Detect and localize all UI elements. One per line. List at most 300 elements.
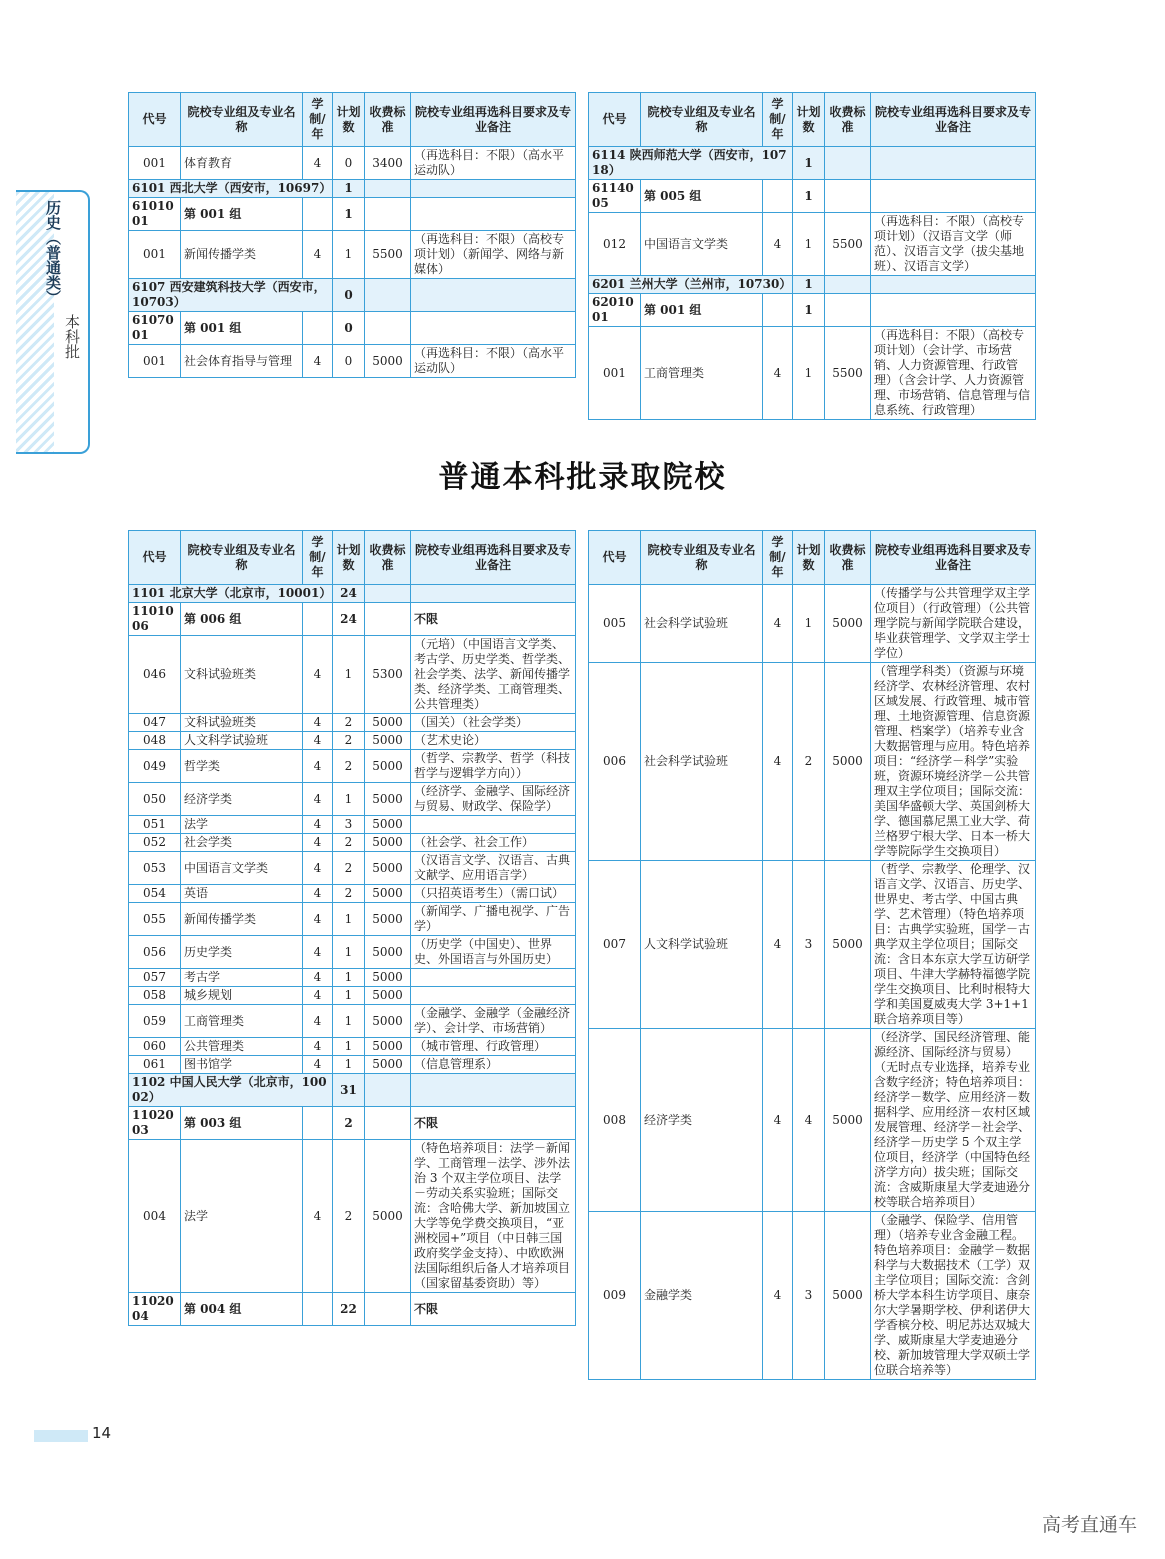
- major-code: 001: [129, 147, 181, 180]
- major-name: 社会学类: [181, 834, 303, 852]
- major-name: 公共管理类: [181, 1038, 303, 1056]
- group-name: 第 001 组: [181, 198, 303, 231]
- major-row: [129, 852, 576, 885]
- major-code: 056: [129, 936, 181, 969]
- fee-cell: [365, 1074, 411, 1107]
- major-name: 新闻传播学类: [181, 231, 303, 279]
- group-code: 1102003: [129, 1107, 181, 1140]
- header-code: 代号: [589, 93, 641, 147]
- major-note: （再选科目：不限）（高校专项计划）（新闻学、网络与新媒体）: [411, 231, 576, 279]
- fee-cell: [825, 294, 871, 327]
- major-code: 047: [129, 714, 181, 732]
- header-name: 院校专业组及专业名称: [181, 531, 303, 585]
- major-row: [129, 969, 576, 987]
- major-name: 人文科学试验班: [181, 732, 303, 750]
- header-note: 院校专业组再选科目要求及专业备注: [871, 531, 1036, 585]
- fee-cell: [365, 1107, 411, 1140]
- plan-count: 1: [333, 987, 365, 1005]
- plan-count: 0: [333, 345, 365, 378]
- major-name: 法学: [181, 1140, 303, 1293]
- header-code: 代号: [589, 531, 641, 585]
- major-note: （只招英语考生）（需口试）: [411, 885, 576, 903]
- note-cell: [411, 585, 576, 603]
- years-cell: 4: [303, 969, 333, 987]
- plan-count: 1: [333, 903, 365, 936]
- page-number-bar: [34, 1430, 88, 1442]
- major-row: [589, 861, 1036, 1029]
- major-note: （社会学、社会工作）: [411, 834, 576, 852]
- plan-count: 2: [333, 750, 365, 783]
- institution-row: [129, 585, 576, 603]
- institution-name: 6114 陕西师范大学（西安市，10718）: [589, 147, 793, 180]
- group-note: 不限: [411, 1293, 576, 1326]
- plan-count: 1: [333, 1005, 365, 1038]
- fee-cell: 3400: [365, 147, 411, 180]
- group-name: 第 004 组: [181, 1293, 303, 1326]
- major-code: 005: [589, 585, 641, 663]
- major-row: [129, 750, 576, 783]
- fee-cell: 5000: [365, 987, 411, 1005]
- fee-cell: [365, 603, 411, 636]
- major-row: [589, 585, 1036, 663]
- header-fee: 收费标准: [825, 93, 871, 147]
- major-row: [129, 783, 576, 816]
- fee-cell: [365, 312, 411, 345]
- major-name: 社会科学试验班: [641, 585, 763, 663]
- major-row: [129, 816, 576, 834]
- note-cell: [411, 1074, 576, 1107]
- years-cell: [303, 603, 333, 636]
- note-cell: [871, 147, 1036, 180]
- plan-count: 2: [793, 663, 825, 861]
- plan-count: 1: [333, 231, 365, 279]
- plan-count: 1: [333, 1038, 365, 1056]
- major-code: 046: [129, 636, 181, 714]
- major-note: （特色培养项目：法学－新闻学、工商管理－法学、涉外法治 3 个双主学位项目、法学－劳动关系实验班；国际交流：含哈佛大学、新加坡国立大学等免学费交换项目，“亚洲校园+”项目（中日韩三国政府奖学金支持）、中欧欧洲法国际组织后备人才培养项目（国家留基委资助）等）: [411, 1140, 576, 1293]
- fee-cell: [365, 180, 411, 198]
- admission-table-top-left: [128, 92, 576, 378]
- major-row: [129, 1140, 576, 1293]
- major-note: （信息管理系）: [411, 1056, 576, 1074]
- institution-row: [129, 180, 576, 198]
- fee-cell: 5000: [365, 936, 411, 969]
- plan-count: 24: [333, 603, 365, 636]
- plan-count: 2: [333, 732, 365, 750]
- header-note: 院校专业组再选科目要求及专业备注: [411, 93, 576, 147]
- years-cell: 4: [303, 714, 333, 732]
- major-code: 007: [589, 861, 641, 1029]
- major-note: （新闻学、广播电视学、广告学）: [411, 903, 576, 936]
- plan-count: 3: [793, 861, 825, 1029]
- plan-count: 1: [333, 1056, 365, 1074]
- major-code: 004: [129, 1140, 181, 1293]
- major-name: 工商管理类: [641, 327, 763, 420]
- years-cell: [303, 198, 333, 231]
- years-cell: [303, 1293, 333, 1326]
- major-note: （哲学、宗教学、哲学（科技哲学与逻辑学方向））: [411, 750, 576, 783]
- fee-cell: 5000: [825, 585, 871, 663]
- institution-name: 6201 兰州大学（兰州市，10730）: [589, 276, 793, 294]
- header-years: 学制/年: [303, 93, 333, 147]
- group-row: [129, 1107, 576, 1140]
- page-number: 14: [92, 1424, 112, 1442]
- fee-cell: 5000: [365, 885, 411, 903]
- header-years: 学制/年: [763, 531, 793, 585]
- header-plan: 计划数: [793, 531, 825, 585]
- fee-cell: [365, 279, 411, 312]
- major-name: 经济学类: [181, 783, 303, 816]
- institution-row: [589, 276, 1036, 294]
- plan-count: 1: [333, 636, 365, 714]
- major-row: [129, 987, 576, 1005]
- plan-count: 2: [333, 885, 365, 903]
- note-cell: [411, 279, 576, 312]
- major-note: （管理学科类）（资源与环境经济学、农林经济管理、农村区域发展、行政管理、城市管理、土地资源管理、信息资源管理、档案学）（培养专业含大数据管理与应用。特色培养项目：“经济学－科学”实验班，资源环境经济学－公共管理双主学位项目；国际交流：美国华盛顿大学、英国剑桥大学、德国慕尼黑工业大学、荷兰格罗宁根大学、日本一桥大学等院际学生交换项目）: [871, 663, 1036, 861]
- header-fee: 收费标准: [365, 93, 411, 147]
- fee-cell: 5000: [825, 1212, 871, 1380]
- side-tab-batch: 本科批: [63, 314, 81, 359]
- plan-count: 1: [793, 585, 825, 663]
- years-cell: 4: [303, 345, 333, 378]
- fee-cell: 5000: [365, 834, 411, 852]
- major-code: 059: [129, 1005, 181, 1038]
- major-code: 006: [589, 663, 641, 861]
- major-name: 社会体育指导与管理: [181, 345, 303, 378]
- major-name: 人文科学试验班: [641, 861, 763, 1029]
- plan-count: 1: [333, 936, 365, 969]
- years-cell: 4: [763, 1029, 793, 1212]
- major-row: [589, 1212, 1036, 1380]
- fee-cell: 5000: [365, 732, 411, 750]
- major-note: [411, 816, 576, 834]
- major-name: 英语: [181, 885, 303, 903]
- years-cell: 4: [763, 327, 793, 420]
- fee-cell: 5000: [365, 750, 411, 783]
- plan-count: 0: [333, 279, 365, 312]
- group-code: 1102004: [129, 1293, 181, 1326]
- major-note: （哲学、宗教学、伦理学、汉语言文学、汉语言、历史学、世界史、考古学、中国古典学、艺术管理）（特色培养项目：古典学实验班，国学－古典学双主学位项目；国际交流：含日本东京大学互访研学项目、牛津大学赫特福德学院学生交换项目、比利时根特大学和美国夏威夷大学 3+1+1 联合培养项目等）: [871, 861, 1036, 1029]
- major-note: （金融学、金融学（金融经济学）、会计学、市场营销）: [411, 1005, 576, 1038]
- major-note: （历史学（中国史）、世界史、外国语言与外国历史）: [411, 936, 576, 969]
- major-note: （国关）（社会学类）: [411, 714, 576, 732]
- major-name: 图书馆学: [181, 1056, 303, 1074]
- major-name: 法学: [181, 816, 303, 834]
- major-code: 008: [589, 1029, 641, 1212]
- header-years: 学制/年: [763, 93, 793, 147]
- fee-cell: 5000: [365, 969, 411, 987]
- major-note: （经济学、国民经济管理、能源经济、国际经济与贸易）（无时点专业选择，培养专业含数字经济；特色培养项目：经济学－数学、应用经济－数据科学、应用经济－农村区域发展管理、经济学－社会学、经济学－历史学 5 个双主学位项目，经济学（中国特色经济学方向）拔尖班；国际交流：含威斯康星大学麦迪逊分校等联合培养项目）: [871, 1029, 1036, 1212]
- plan-count: 1: [793, 276, 825, 294]
- admission-table-bottom-left: [128, 530, 576, 1326]
- group-row: [589, 294, 1036, 327]
- side-tab: [16, 190, 90, 454]
- major-code: 001: [129, 345, 181, 378]
- plan-count: 1: [793, 147, 825, 180]
- major-row: [129, 903, 576, 936]
- header-plan: 计划数: [333, 531, 365, 585]
- major-name: 体育教育: [181, 147, 303, 180]
- fee-cell: 5500: [825, 213, 871, 276]
- major-code: 060: [129, 1038, 181, 1056]
- major-code: 061: [129, 1056, 181, 1074]
- major-code: 053: [129, 852, 181, 885]
- years-cell: 4: [303, 231, 333, 279]
- major-code: 057: [129, 969, 181, 987]
- fee-cell: 5500: [825, 327, 871, 420]
- side-tab-track: 历史（普通类）: [44, 200, 62, 305]
- major-code: 012: [589, 213, 641, 276]
- major-name: 考古学: [181, 969, 303, 987]
- major-row: [589, 1029, 1036, 1212]
- institution-row: [129, 279, 576, 312]
- years-cell: [303, 1107, 333, 1140]
- years-cell: 4: [303, 750, 333, 783]
- header-note: 院校专业组再选科目要求及专业备注: [871, 93, 1036, 147]
- admission-table-bottom-right: [588, 530, 1036, 1380]
- major-note: （传播学与公共管理学双主学位项目）（行政管理）（公共管理学院与新闻学院联合建设，毕业获管理学、文学双主学士学位）: [871, 585, 1036, 663]
- major-code: 052: [129, 834, 181, 852]
- major-note: （汉语言文学、汉语言、古典文献学、应用语言学）: [411, 852, 576, 885]
- plan-count: 1: [793, 327, 825, 420]
- fee-cell: 5500: [365, 231, 411, 279]
- major-row: [129, 636, 576, 714]
- major-name: 文科试验班类: [181, 714, 303, 732]
- years-cell: 4: [303, 885, 333, 903]
- admission-table-top-right: [588, 92, 1036, 420]
- years-cell: 4: [303, 816, 333, 834]
- group-note: [411, 312, 576, 345]
- institution-name: 1101 北京大学（北京市，10001）: [129, 585, 333, 603]
- years-cell: 4: [303, 783, 333, 816]
- years-cell: 4: [303, 1005, 333, 1038]
- fee-cell: 5000: [365, 1005, 411, 1038]
- fee-cell: 5000: [365, 1140, 411, 1293]
- major-code: 009: [589, 1212, 641, 1380]
- years-cell: 4: [303, 1056, 333, 1074]
- group-name: 第 006 组: [181, 603, 303, 636]
- institution-row: [589, 147, 1036, 180]
- years-cell: 4: [303, 852, 333, 885]
- header-name: 院校专业组及专业名称: [181, 93, 303, 147]
- years-cell: 4: [303, 1140, 333, 1293]
- major-row: [129, 834, 576, 852]
- group-row: [129, 312, 576, 345]
- group-note: [871, 294, 1036, 327]
- major-code: 049: [129, 750, 181, 783]
- fee-cell: 5000: [825, 1029, 871, 1212]
- major-name: 社会科学试验班: [641, 663, 763, 861]
- major-code: 055: [129, 903, 181, 936]
- major-name: 文科试验班类: [181, 636, 303, 714]
- plan-count: 2: [333, 1107, 365, 1140]
- header-name: 院校专业组及专业名称: [641, 93, 763, 147]
- major-note: [411, 987, 576, 1005]
- header-code: 代号: [129, 531, 181, 585]
- fee-cell: 5000: [365, 903, 411, 936]
- major-name: 金融学类: [641, 1212, 763, 1380]
- group-row: [129, 603, 576, 636]
- group-code: 1101006: [129, 603, 181, 636]
- major-row: [589, 327, 1036, 420]
- years-cell: 4: [763, 213, 793, 276]
- plan-count: 31: [333, 1074, 365, 1107]
- plan-count: 0: [333, 312, 365, 345]
- major-code: 048: [129, 732, 181, 750]
- years-cell: 4: [763, 585, 793, 663]
- group-code: 6107001: [129, 312, 181, 345]
- years-cell: 4: [303, 636, 333, 714]
- plan-count: 1: [793, 294, 825, 327]
- years-cell: 4: [763, 663, 793, 861]
- major-name: 城乡规划: [181, 987, 303, 1005]
- fee-cell: [365, 585, 411, 603]
- plan-count: 1: [793, 213, 825, 276]
- institution-name: 1102 中国人民大学（北京市，10002）: [129, 1074, 333, 1107]
- major-note: （再选科目：不限）（高水平运动队）: [411, 147, 576, 180]
- institution-name: 6101 西北大学（西安市，10697）: [129, 180, 333, 198]
- plan-count: 3: [793, 1212, 825, 1380]
- fee-cell: [825, 276, 871, 294]
- major-row: [129, 147, 576, 180]
- major-row: [129, 714, 576, 732]
- group-code: 6201001: [589, 294, 641, 327]
- header-fee: 收费标准: [365, 531, 411, 585]
- group-row: [589, 180, 1036, 213]
- major-code: 001: [129, 231, 181, 279]
- major-row: [129, 732, 576, 750]
- years-cell: [763, 294, 793, 327]
- plan-count: 24: [333, 585, 365, 603]
- institution-row: [129, 1074, 576, 1107]
- major-note: （经济学、金融学、国际经济与贸易、财政学、保险学）: [411, 783, 576, 816]
- major-row: [589, 213, 1036, 276]
- header-fee: 收费标准: [825, 531, 871, 585]
- major-code: 058: [129, 987, 181, 1005]
- major-row: [129, 345, 576, 378]
- plan-count: 1: [333, 198, 365, 231]
- major-row: [129, 1038, 576, 1056]
- group-name: 第 001 组: [181, 312, 303, 345]
- header-years: 学制/年: [303, 531, 333, 585]
- major-note: （艺术史论）: [411, 732, 576, 750]
- years-cell: 4: [303, 834, 333, 852]
- years-cell: 4: [303, 147, 333, 180]
- major-row: [129, 1005, 576, 1038]
- note-cell: [411, 180, 576, 198]
- years-cell: 4: [303, 903, 333, 936]
- major-name: 中国语言文学类: [641, 213, 763, 276]
- header-note: 院校专业组再选科目要求及专业备注: [411, 531, 576, 585]
- years-cell: 4: [763, 861, 793, 1029]
- group-row: [129, 1293, 576, 1326]
- years-cell: 4: [303, 732, 333, 750]
- major-note: [411, 969, 576, 987]
- major-code: 054: [129, 885, 181, 903]
- fee-cell: [365, 198, 411, 231]
- header-plan: 计划数: [793, 93, 825, 147]
- major-row: [129, 231, 576, 279]
- major-name: 历史学类: [181, 936, 303, 969]
- group-name: 第 003 组: [181, 1107, 303, 1140]
- group-row: [129, 198, 576, 231]
- major-row: [129, 885, 576, 903]
- years-cell: 4: [303, 936, 333, 969]
- group-note: 不限: [411, 603, 576, 636]
- major-note: （元培）（中国语言文学类、考古学、历史学类、哲学类、社会学类、法学、新闻传播学类、经济学类、工商管理类、公共管理类）: [411, 636, 576, 714]
- plan-count: 1: [333, 783, 365, 816]
- major-row: [129, 936, 576, 969]
- fee-cell: 5000: [365, 816, 411, 834]
- major-note: （城市管理、行政管理）: [411, 1038, 576, 1056]
- fee-cell: 5000: [825, 663, 871, 861]
- header-plan: 计划数: [333, 93, 365, 147]
- fee-cell: [825, 147, 871, 180]
- major-note: （金融学、保险学、信用管理）（培养专业含金融工程。特色培养项目：金融学－数据科学与大数据技术（工学）双主学位项目；国际交流：含剑桥大学本科生访学项目、康奈尔大学暑期学校、伊利诺伊大学香槟分校、明尼苏达双城大学、威斯康星大学麦迪逊分校、新加坡管理大学双硕士学位联合培养等）: [871, 1212, 1036, 1380]
- header-name: 院校专业组及专业名称: [641, 531, 763, 585]
- header-code: 代号: [129, 93, 181, 147]
- note-cell: [871, 276, 1036, 294]
- years-cell: [303, 312, 333, 345]
- fee-cell: 5000: [365, 783, 411, 816]
- plan-count: 1: [333, 969, 365, 987]
- plan-count: 3: [333, 816, 365, 834]
- group-code: 6114005: [589, 180, 641, 213]
- major-note: （再选科目：不限）（高校专项计划）（会计学、市场营销、人力资源管理、行政管理）（含会计学、人力资源管理、市场营销、信息管理与信息系统、行政管理）: [871, 327, 1036, 420]
- section-title: 普通本科批录取院校: [438, 460, 727, 495]
- institution-name: 6107 西安建筑科技大学（西安市，10703）: [129, 279, 333, 312]
- major-row: [129, 1056, 576, 1074]
- group-code: 6101001: [129, 198, 181, 231]
- years-cell: 4: [303, 987, 333, 1005]
- major-name: 中国语言文学类: [181, 852, 303, 885]
- years-cell: [763, 180, 793, 213]
- fee-cell: 5000: [365, 345, 411, 378]
- major-note: （再选科目：不限）（高水平运动队）: [411, 345, 576, 378]
- major-code: 050: [129, 783, 181, 816]
- fee-cell: [365, 1293, 411, 1326]
- major-name: 经济学类: [641, 1029, 763, 1212]
- major-name: 新闻传播学类: [181, 903, 303, 936]
- years-cell: 4: [303, 1038, 333, 1056]
- group-note: [411, 198, 576, 231]
- group-name: 第 001 组: [641, 294, 763, 327]
- major-code: 001: [589, 327, 641, 420]
- fee-cell: 5000: [365, 1038, 411, 1056]
- group-name: 第 005 组: [641, 180, 763, 213]
- fee-cell: 5000: [365, 1056, 411, 1074]
- plan-count: 1: [333, 180, 365, 198]
- plan-count: 2: [333, 714, 365, 732]
- plan-count: 1: [793, 180, 825, 213]
- plan-count: 2: [333, 834, 365, 852]
- watermark: 高考直通车: [1041, 1514, 1137, 1536]
- fee-cell: [825, 180, 871, 213]
- group-note: [871, 180, 1036, 213]
- fee-cell: 5000: [825, 861, 871, 1029]
- plan-count: 2: [333, 1140, 365, 1293]
- plan-count: 2: [333, 852, 365, 885]
- major-name: 工商管理类: [181, 1005, 303, 1038]
- plan-count: 0: [333, 147, 365, 180]
- years-cell: 4: [763, 1212, 793, 1380]
- plan-count: 22: [333, 1293, 365, 1326]
- fee-cell: 5300: [365, 636, 411, 714]
- plan-count: 4: [793, 1029, 825, 1212]
- major-code: 051: [129, 816, 181, 834]
- fee-cell: 5000: [365, 852, 411, 885]
- major-note: （再选科目：不限）（高校专项计划）（汉语言文学（师范）、汉语言文学（拔尖基地班）、汉语言文学）: [871, 213, 1036, 276]
- group-note: 不限: [411, 1107, 576, 1140]
